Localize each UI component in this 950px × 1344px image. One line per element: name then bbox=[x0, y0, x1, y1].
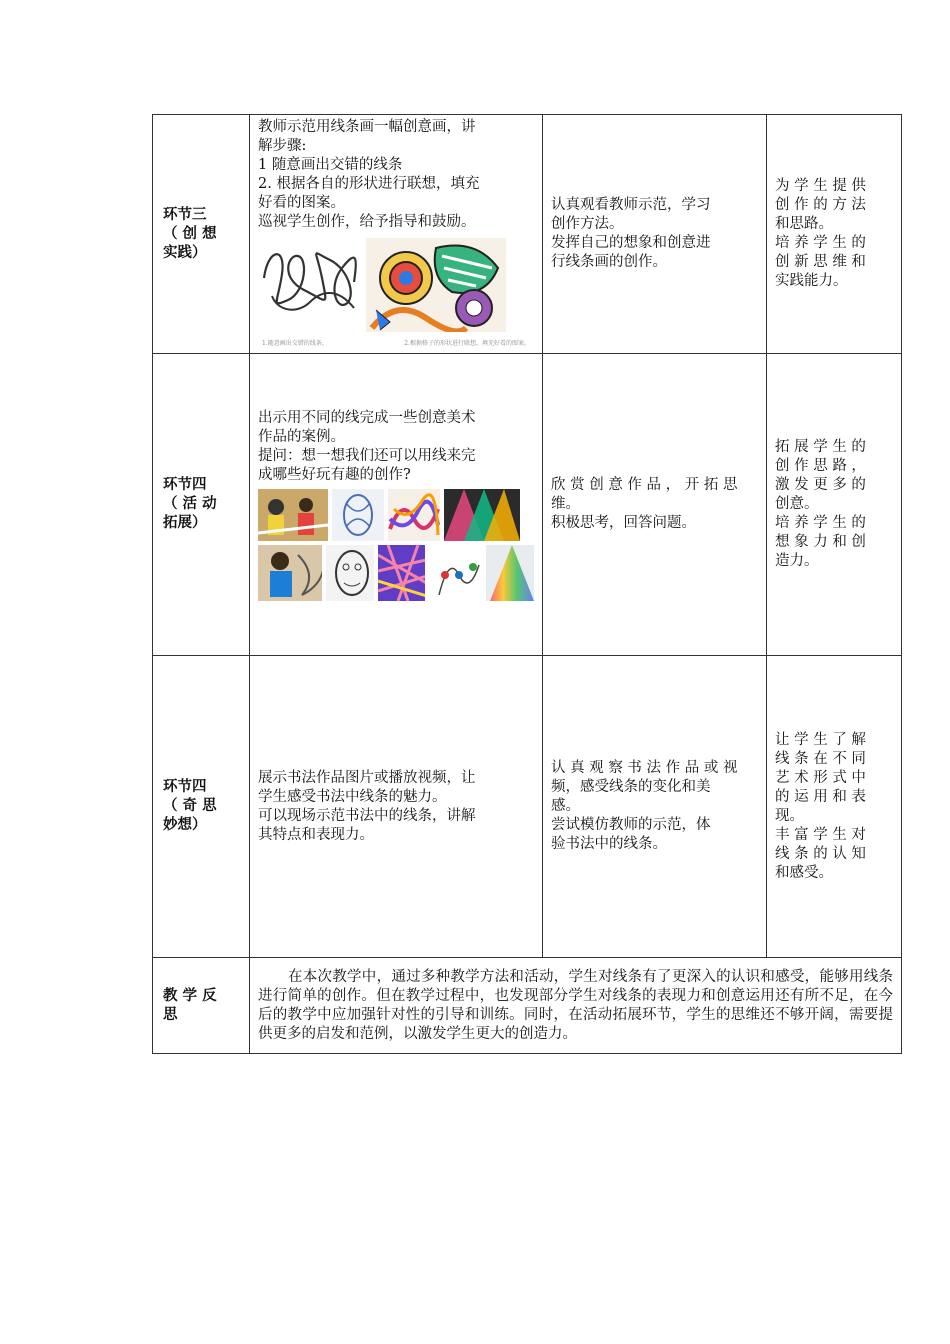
purpose-text: 现。 bbox=[775, 807, 804, 824]
wire-face-sculpture-photo bbox=[326, 545, 374, 601]
stage-cell bbox=[153, 354, 250, 656]
reflection-label: 思 bbox=[163, 1006, 178, 1023]
reflection-label-cell bbox=[153, 958, 250, 1054]
teacher-text: 好看的图案。 bbox=[258, 195, 345, 211]
table-row bbox=[153, 656, 902, 958]
stage-label: 拓展） bbox=[163, 515, 207, 531]
purpose-text: 造力。 bbox=[775, 553, 819, 569]
stage-label: 环节四 bbox=[163, 477, 207, 493]
student-text: 维。 bbox=[551, 496, 580, 512]
student-text: 认真观看教师示范，学习 bbox=[551, 197, 711, 213]
purpose-text: 的 运 用 和 表 bbox=[775, 788, 866, 805]
teacher-text: 1 随意画出交错的线条 bbox=[258, 157, 403, 173]
teacher-text: 提问：想一想我们还可以用线来完 bbox=[258, 447, 476, 464]
teacher-text: 其特点和表现力。 bbox=[258, 826, 374, 843]
student-text: 验书法中的线条。 bbox=[551, 836, 667, 852]
bead-wire-figure-photo bbox=[429, 545, 482, 601]
yarn-weaving-photo bbox=[378, 545, 426, 601]
purpose-text: 创 作 思 路 ， bbox=[775, 458, 866, 474]
student-text: 创作方法。 bbox=[551, 216, 624, 232]
stage-label: 妙想） bbox=[163, 817, 207, 833]
purpose-text: 想 象 力 和 创 bbox=[775, 534, 866, 550]
purpose-text: 和思路。 bbox=[775, 216, 833, 232]
stage-label: 环节三 bbox=[163, 206, 207, 223]
student-text: 行线条画的创作。 bbox=[551, 254, 667, 270]
wire-sculpture-photo bbox=[332, 489, 384, 541]
lesson-plan-table bbox=[152, 114, 902, 1054]
student-text: 感。 bbox=[551, 798, 580, 814]
children-crafting-photo bbox=[258, 489, 328, 541]
image-captions bbox=[258, 334, 534, 353]
student-text: 积极思考，回答问题。 bbox=[551, 515, 696, 531]
purpose-text: 创 新 思 维 和 bbox=[775, 254, 866, 270]
purpose-text: 艺 术 形 式 中 bbox=[775, 769, 866, 786]
purpose-text: 创 作 的 方 法 bbox=[775, 197, 866, 213]
student-activity-cell bbox=[543, 656, 767, 958]
colorful-strings-photo bbox=[388, 489, 440, 541]
purpose-text: 让 学 生 了 解 bbox=[775, 731, 866, 748]
table-row bbox=[153, 115, 902, 354]
teacher-text: 作品的案例。 bbox=[258, 428, 345, 445]
purpose-text: 和感受。 bbox=[775, 864, 833, 881]
purpose-text: 培 养 学 生 的 bbox=[775, 515, 866, 531]
purpose-text: 为 学 生 提 供 bbox=[775, 178, 866, 194]
teacher-text: 展示书法作品图片或播放视频，让 bbox=[258, 769, 476, 786]
stage-label: （ 奇 思 bbox=[163, 798, 217, 814]
student-text: 尝试模仿教师的示范，体 bbox=[551, 817, 711, 833]
example-images-row-2 bbox=[258, 545, 534, 601]
purpose-text: 激 发 更 多 的 bbox=[775, 477, 866, 493]
stage-cell bbox=[153, 115, 250, 354]
teacher-activity-cell bbox=[250, 656, 543, 958]
purpose-text: 实践能力。 bbox=[775, 273, 848, 289]
stage-label: 环节四 bbox=[163, 779, 207, 795]
colorful-line-art-image bbox=[366, 238, 506, 332]
string-art-installation-photo bbox=[444, 489, 520, 541]
purpose-cell bbox=[767, 115, 902, 354]
teacher-activity-cell bbox=[250, 115, 543, 354]
image-caption: 2.根据格子的形状进行联想，填充好看的图案。 bbox=[404, 340, 530, 347]
boy-with-wire-art-photo bbox=[258, 545, 322, 601]
reflection-label: 教 学 反 bbox=[163, 987, 217, 1004]
student-activity-cell bbox=[543, 354, 767, 656]
purpose-text: 创意。 bbox=[775, 496, 819, 512]
student-text: 欣 赏 创 意 作 品 ， 开 拓 思 bbox=[551, 477, 738, 493]
stage-label: （ 活 动 bbox=[163, 496, 217, 512]
teacher-text: 2. 根据各自的形状进行联想，填充 bbox=[258, 176, 480, 192]
teacher-text: 可以现场示范书法中的线条，讲解 bbox=[258, 807, 476, 824]
teacher-activity-cell bbox=[250, 354, 543, 656]
image-caption: 1.随意画出交错的线条。 bbox=[262, 340, 328, 347]
teacher-text: 成哪些好玩有趣的创作? bbox=[258, 466, 411, 483]
teacher-text: 巡视学生创作，给予指导和鼓励。 bbox=[258, 214, 476, 230]
student-activity-cell bbox=[543, 115, 767, 354]
purpose-text: 培 养 学 生 的 bbox=[775, 235, 866, 251]
reflection-text: 在本次教学中，通过多种教学方法和活动，学生对线条有了更深入的认识和感受，能够用线条进行简单的创作。但在教学过程中，也发现部分学生对线条的表现力和创意运用还有所不足，在今后的教学中应加强针对性的引导和训练。同时，在活动拓展环节，学生的思维还不够开阔，需要提供更多的启发和范例，以激发学生更大的创造力。 bbox=[250, 958, 902, 1054]
teacher-text: 学生感受书法中线条的魅力。 bbox=[258, 788, 447, 805]
purpose-text: 拓 展 学 生 的 bbox=[775, 439, 866, 455]
rainbow-thread-installation-photo bbox=[486, 545, 534, 601]
stage-label: 实践） bbox=[163, 244, 207, 261]
table-row bbox=[153, 354, 902, 656]
purpose-text: 线 条 的 认 知 bbox=[775, 845, 866, 862]
teacher-text: 教师示范用线条画一幅创意画，讲 bbox=[258, 119, 476, 135]
student-text: 频，感受线条的变化和美 bbox=[551, 779, 711, 795]
line-scribble-image bbox=[258, 238, 362, 318]
purpose-text: 丰 富 学 生 对 bbox=[775, 826, 866, 843]
stage-label: （ 创 想 bbox=[163, 225, 217, 242]
stage-cell bbox=[153, 656, 250, 958]
purpose-text: 线 条 在 不 同 bbox=[775, 750, 866, 767]
reflection-row bbox=[153, 958, 902, 1054]
purpose-cell bbox=[767, 656, 902, 958]
teacher-text: 解步骤: bbox=[258, 138, 307, 154]
teacher-text: 出示用不同的线完成一些创意美术 bbox=[258, 409, 476, 426]
student-text: 发挥自己的想象和创意进 bbox=[551, 235, 711, 251]
example-images-row-1 bbox=[258, 489, 534, 541]
student-text: 认 真 观 察 书 法 作 品 或 视 bbox=[551, 760, 738, 776]
purpose-cell bbox=[767, 354, 902, 656]
